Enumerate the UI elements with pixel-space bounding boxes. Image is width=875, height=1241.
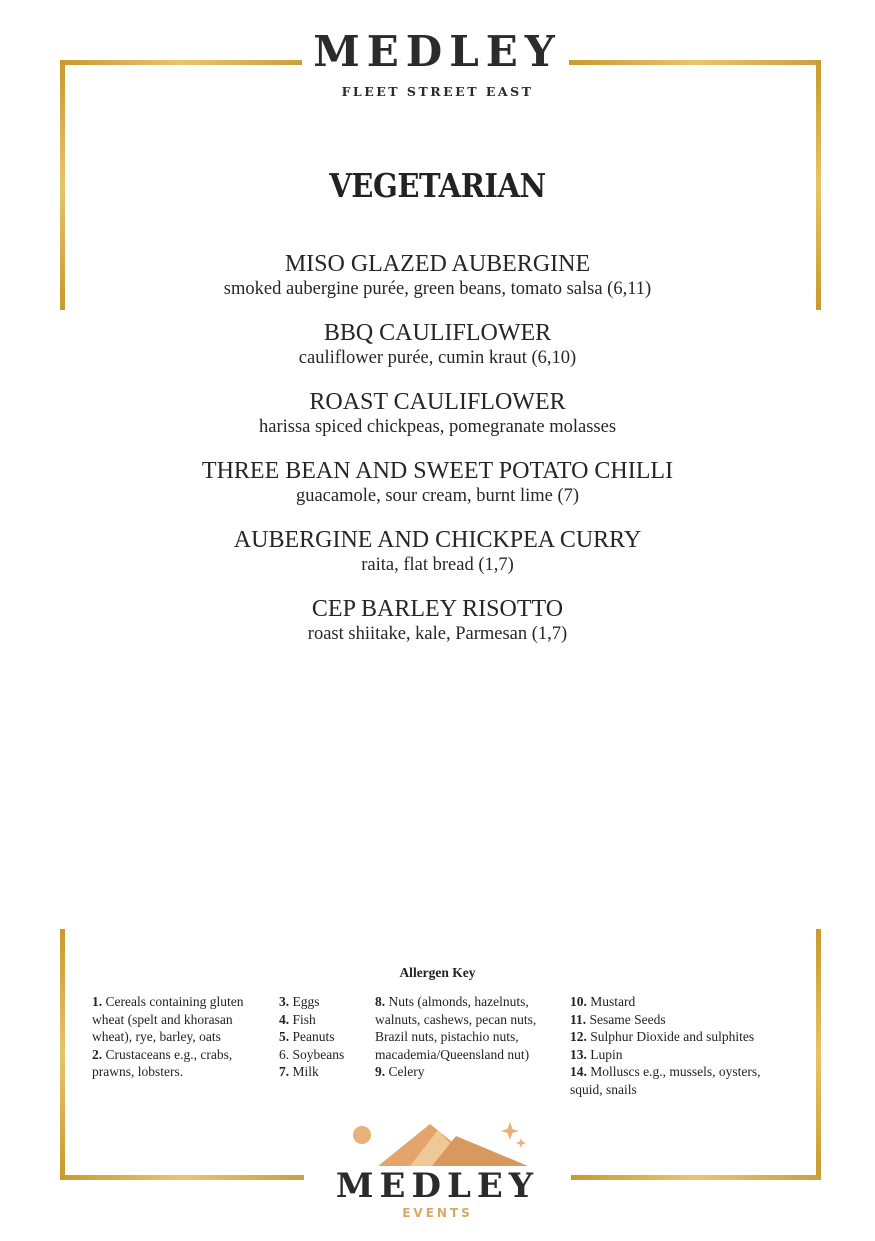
allergen-item: 9. Celery — [375, 1064, 425, 1079]
allergen-item: 5. Peanuts — [279, 1029, 335, 1044]
allergen-key-title: Allergen Key — [399, 965, 476, 980]
allergen-item: 14. Molluscs e.g., mussels, oysters, squid, snails — [570, 1064, 761, 1097]
dish-item — [0, 250, 875, 319]
dish-name: ROAST CAULIFLOWER — [309, 389, 566, 415]
dish-name: THREE BEAN AND SWEET POTATO CHILLI — [201, 458, 674, 484]
footer-logo-sub: EVENTS — [402, 1206, 473, 1220]
dish-name: AUBERGINE AND CHICKPEA CURRY — [233, 527, 642, 553]
dish-description: roast shiitake, kale, Parmesan (1,7) — [307, 624, 568, 644]
dish-name: CEP BARLEY RISOTTO — [311, 596, 564, 622]
dish-name: BBQ CAULIFLOWER — [323, 320, 552, 346]
brand-logo-text: MEDLEY — [313, 27, 562, 76]
dish-description: cauliflower purée, cumin kraut (6,10) — [298, 348, 577, 368]
dish-item — [0, 526, 875, 595]
dish-description: smoked aubergine purée, green beans, tomato salsa (6,11) — [223, 279, 652, 299]
allergen-item: 2. Crustaceans e.g., crabs, prawns, lobsters. — [92, 1046, 233, 1079]
allergen-item: 6. Soybeans — [279, 1046, 345, 1062]
dish-description: raita, flat bread (1,7) — [361, 555, 514, 575]
allergen-item: 4. Fish — [279, 1011, 316, 1027]
allergen-item: 7. Milk — [279, 1064, 319, 1079]
dish-description: harissa spiced chickpeas, pomegranate molasses — [258, 417, 617, 437]
allergen-item: 8. Nuts (almonds, hazelnuts, walnuts, cashews, pecan nuts, Brazil nuts, pistachio nuts, macademia/Queensland nut) — [375, 994, 537, 1062]
brand-location: FLEET STREET EAST — [341, 84, 534, 99]
brand-header — [0, 28, 875, 99]
allergen-item: 10. Mustard — [570, 994, 636, 1009]
allergen-item: 13. Lupin — [570, 1046, 623, 1062]
allergen-column-2 — [279, 993, 369, 1081]
footer-logo-word: MEDLEY — [335, 1166, 540, 1206]
footer-logo — [0, 1166, 875, 1220]
dish-item — [0, 319, 875, 388]
allergen-item: 1. Cereals containing gluten wheat (spelt and khorasan wheat), rye, barley, oats — [92, 994, 244, 1044]
mountain-sun-sparkle-icon — [340, 1118, 540, 1170]
dish-item — [0, 595, 875, 664]
dish-item — [0, 388, 875, 457]
allergen-item: 11. Sesame Seeds — [570, 1011, 666, 1027]
allergen-column-4 — [570, 993, 785, 1098]
section-title: VEGETARIAN — [329, 166, 546, 205]
allergen-item: 12. Sulphur Dioxide and sulphites — [570, 1029, 755, 1044]
allergen-column-3 — [375, 993, 555, 1081]
dish-list — [0, 250, 875, 664]
dish-description: guacamole, sour cream, burnt lime (7) — [295, 486, 580, 506]
dish-name: MISO GLAZED AUBERGINE — [284, 251, 591, 277]
allergen-column-1 — [92, 993, 262, 1081]
allergen-item: 3. Eggs — [279, 994, 320, 1009]
dish-item — [0, 457, 875, 526]
